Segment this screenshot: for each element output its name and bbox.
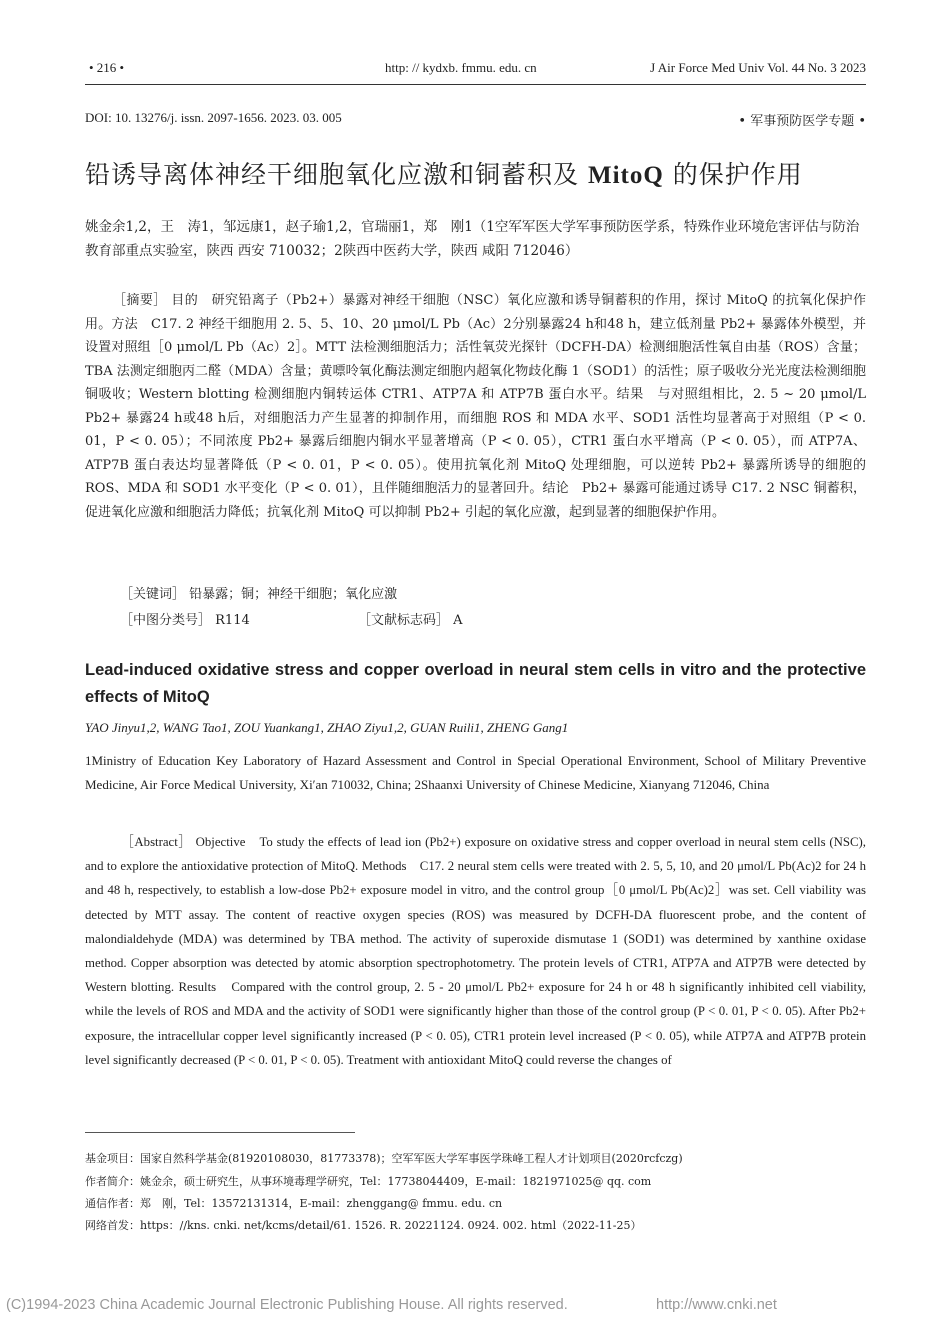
footnote-author: 作者简介：姚金余，硕士研究生，从事环境毒理学研究，Tel：17738044409，E-mail：1821971025@ qq. com bbox=[85, 1175, 652, 1188]
footnote-corresponding: 通信作者：郑 刚，Tel：13572131314，E-mail：zhenggang@ fmmu. edu. cn bbox=[85, 1197, 503, 1210]
abstract-en: ［Abstract］ Objective To study the effects of lead ion (Pb2+) exposure on oxidative stress and copper overload in neural stem cells (NSC), and to explore the antioxidative protection of MitoQ. Methods C17. 2 neural stem cells were treated with 2. 5, 5, 10, and 20 μmol/L Pb(Ac)2 for 24 h and 48 h, respectively, to establish a low-dose Pb2+ exposure model in vitro, and the control group［0 μmol/L Pb(Ac)2］was set. Cell viability was detected by MTT assay. The content of reactive oxygen species (ROS) was measured by DCFH-DA fluorescent probe, and the content of malondialdehyde (MDA) was determined by TBA method. The activity of superoxide dismutase 1 (SOD1) was determined by xanthine oxidase method. Copper absorption was detected by atomic absorption spectrophotometry. The protein levels of CTR1, ATP7A and ATP7B were detected by Western blotting. Results Compared with the control group, 2. 5 - 20 μmol/L Pb2+ exposure for 24 h or 48 h significantly inhibited cell viability, while the levels of ROS and MDA and the activity of SOD1 were significantly higher than those of the control group (P < 0. 01, P < 0. 05). After Pb2+ exposure, the intracellular copper level significantly increased (P < 0. 05), CTR1 protein level increased (P < 0. 05), while ATP7A and ATP7B protein level significantly decreased (P < 0. 01, P < 0. 05). Treatment with antioxidant MitoQ could reverse the changes of bbox=[85, 835, 866, 1067]
document-code: ［文献标志码］ A bbox=[358, 613, 463, 628]
copyright-watermark: (C)1994-2023 China Academic Journal Electronic Publishing House. All rights reserved. http://www.cnki.net bbox=[6, 1297, 777, 1313]
page-number: • 216 • bbox=[89, 60, 125, 75]
footnote-rule bbox=[85, 1132, 355, 1133]
title-cn: 铅诱导离体神经干细胞氧化应激和铜蓄积及 MitoQ 的保护作用 bbox=[85, 160, 803, 189]
authors-en: YAO Jinyu1,2, WANG Tao1, ZOU Yuankang1, ZHAO Ziyu1,2, GUAN Ruili1, ZHENG Gang1 bbox=[85, 720, 569, 735]
affiliation-en: 1Ministry of Education Key Laboratory of Hazard Assessment and Control in Special Operational Environment, School of Military Preventive Medicine, Air Force Medical University, Xi′an 710032, China; 2Shaanxi University of Chinese Medicine, Xianyang 712046, China bbox=[85, 753, 866, 792]
cnki-url[interactable]: http://www.cnki.net bbox=[656, 1297, 777, 1313]
footnote-funding: 基金项目：国家自然科学基金(81920108030，81773378)；空军军医大学军事医学珠峰工程人才计划项目(2020rcfczg) bbox=[85, 1152, 683, 1165]
clc-number: ［中图分类号］ R114 bbox=[120, 613, 250, 628]
running-header bbox=[85, 60, 866, 80]
classification-row bbox=[120, 609, 463, 628]
abstract-cn: ［摘要］ 目的 研究铅离子（Pb2+）暴露对神经干细胞（NSC）氧化应激和诱导铜蓄积的作用，探讨 MitoQ 的抗氧化保护作用。方法 C17. 2 神经干细胞用 2. 5、5、10、20 μmol/L Pb（Ac）2分别暴露24 h和48 h，建立低剂量 Pb2+ 暴露体外模型，并设置对照组［0 μmol/L Pb（Ac）2］。MTT 法检测细胞活力；活性氧荧光探针（DCFH-DA）检测细胞活性氧自由基（ROS）含量；TBA 法测定细胞丙二醛（MDA）含量；黄嘌呤氧化酶法测定细胞内超氧化物歧化酶 1（SOD1）的活性；原子吸收分光光度法检测细胞铜吸收；Western blotting 检测细胞内铜转运体 CTR1、ATP7A 和 ATP7B 蛋白水平。结果 与对照组相比，2. 5 ~ 20 μmol/L Pb2+ 暴露24 h或48 h后，对细胞活力产生显著的抑制作用，而细胞 ROS 和 MDA 水平、SOD1 活性均显著高于对照组（P < 0. 01，P < 0. 05）；不同浓度 Pb2+ 暴露后细胞内铜水平显著增高（P < 0. 05），CTR1 蛋白水平增高（P < 0. 05），而 ATP7A、ATP7B 蛋白表达均显著降低（P < 0. 01，P < 0. 05）。使用抗氧化剂 MitoQ 处理细胞，可以逆转 Pb2+ 暴露所诱导的细胞的 ROS、MDA 和 SOD1 水平变化（P < 0. 01），且伴随细胞活力的显著回升。结论 Pb2+ 暴露可能通过诱导 C17. 2 NSC 铜蓄积，促进氧化应激和细胞活力降低；抗氧化剂 MitoQ 可以抑制 Pb2+ 引起的氧化应激，起到显著的细胞保护作用。 bbox=[85, 293, 866, 520]
doi: DOI: 10. 13276/j. issn. 2097-1656. 2023. 03. 005 bbox=[85, 110, 342, 125]
footnote-online: 网络首发：https：//kns. cnki. net/kcms/detail/61. 1526. R. 20221124. 0924. 002. html（2022-11-25） bbox=[85, 1219, 642, 1232]
title-en: Lead-induced oxidative stress and copper overload in neural stem cells in vitro and the protective effects of MitoQ bbox=[85, 661, 866, 706]
journal-citation: J Air Force Med Univ Vol. 44 No. 3 2023 bbox=[650, 60, 866, 75]
journal-url[interactable]: http: // kydxb. fmmu. edu. cn bbox=[385, 60, 537, 75]
header-rule bbox=[85, 84, 866, 85]
column-label: • 军事预防医学专题 • bbox=[738, 114, 866, 129]
authors-cn: 姚金余1,2，王 涛1，邹远康1，赵子瑜1,2，官瑞丽1，郑 刚1（1空军军医大学军事预防医学系，特殊作业环境危害评估与防治教育部重点实验室，陕西 西安 710032；2陕西中医药大学，陕西 咸阳 712046） bbox=[85, 219, 860, 259]
keywords-cn: ［关键词］ 铅暴露；铜；神经干细胞；氧化应激 bbox=[120, 587, 398, 602]
